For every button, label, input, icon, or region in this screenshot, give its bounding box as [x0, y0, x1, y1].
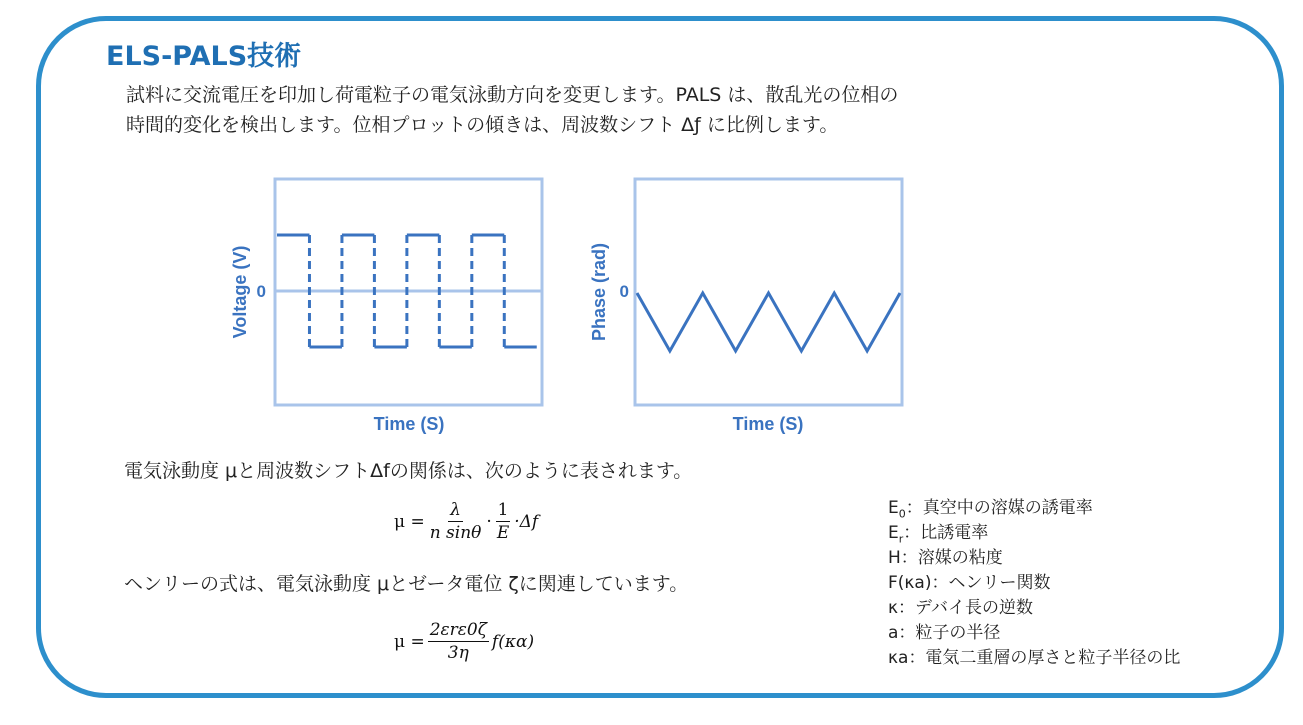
legend-item: H：溶媒の粘度: [888, 548, 1003, 568]
intro-line-1: 試料に交流電圧を印加し荷電粒子の電気泳動方向を変更します。PALS は、散乱光の位相の: [126, 84, 899, 106]
phase-x-axis-label: Time (S): [732, 414, 804, 434]
eq1-tail: ·Δf: [514, 511, 539, 532]
eq2-denominator: 3η: [447, 643, 469, 663]
eq1-frac1-numerator: λ: [450, 500, 461, 520]
eq2-numerator: 2εrε0ζ: [429, 620, 487, 640]
voltage-y-axis-label: Voltage (V): [230, 245, 250, 339]
eq1-lhs: μ =: [394, 511, 425, 532]
eq1-fraction-1: [428, 500, 484, 543]
eq1-dot: ·: [486, 511, 492, 532]
voltage-x-axis-label: Time (S): [373, 414, 445, 434]
legend-item: κ：デバイ長の逆数: [888, 598, 1034, 618]
eq2-tail: f(κα): [491, 631, 535, 652]
eq1-frac1-denominator: n sinθ: [429, 523, 482, 543]
phase-triangle-line: [637, 293, 900, 351]
mobility-equation: [394, 500, 538, 543]
phase-triangle-wave: [637, 293, 900, 351]
eq1-frac2-denominator: E: [496, 523, 510, 543]
legend-item: κa：電気二重層の厚さと粒子半径の比: [888, 648, 1181, 668]
intro-line-2: 時間的変化を検出します。位相プロットの傾きは、周波数シフト Δƒ に比例します。: [126, 114, 839, 136]
relation-sentence: 電気泳動度 μと周波数シフトΔfの関係は、次のように表されます。: [124, 460, 693, 482]
henry-sentence: ヘンリーの式は、電気泳動度 μとゼータ電位 ζに関連しています。: [124, 573, 689, 595]
legend-item: $E_0$：真空中の溶媒の誘電率: [888, 498, 1093, 521]
symbol-legend: [888, 496, 1180, 671]
eq2-lhs: μ =: [394, 631, 425, 652]
eq1-fraction-2: [495, 500, 511, 543]
page-title: ELS-PALS技術: [106, 41, 302, 72]
henry-equation: [394, 620, 534, 663]
legend-item: a：粒子の半径: [888, 623, 1001, 643]
voltage-zero-label: 0: [256, 282, 266, 301]
eq2-fraction: [428, 620, 489, 663]
phase-y-axis-label: Phase (rad): [589, 242, 609, 342]
eq1-frac2-numerator: 1: [497, 500, 509, 520]
legend-item: $E_r$：比誘電率: [888, 523, 989, 546]
legend-item: F(κa)：ヘンリー関数: [888, 573, 1051, 593]
phase-zero-label: 0: [619, 282, 629, 301]
